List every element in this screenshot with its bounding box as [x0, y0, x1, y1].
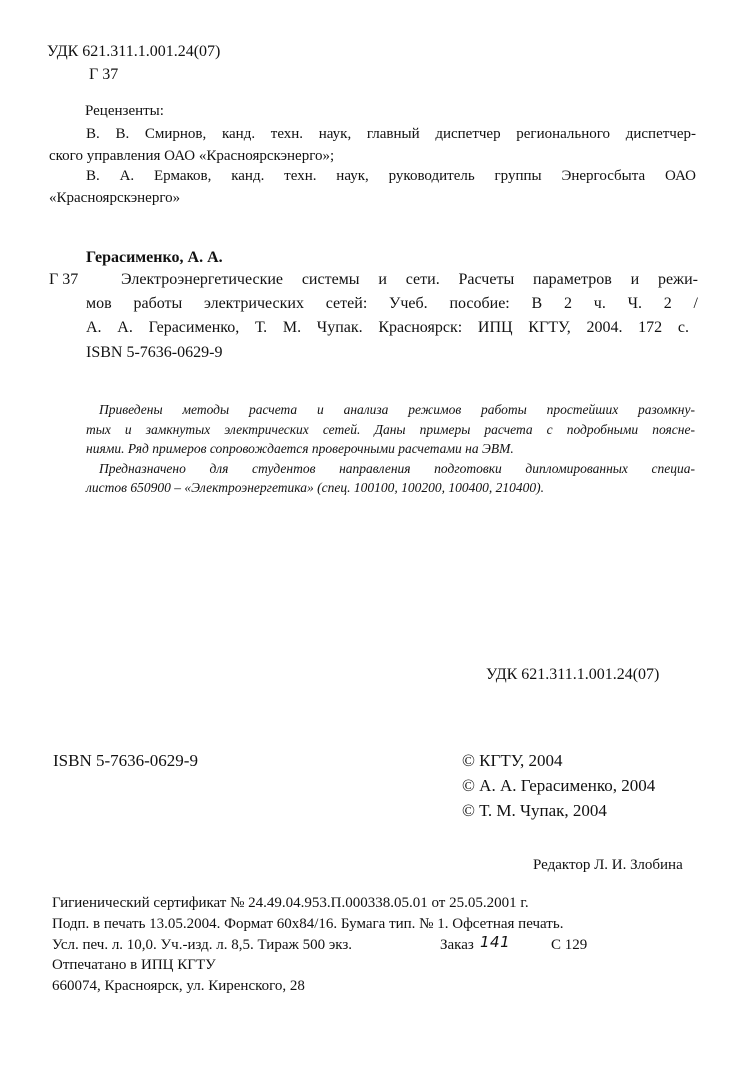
- author-mark: Г 37: [89, 66, 119, 83]
- imprint-printed-at: Отпечатано в ИПЦ КГТУ: [52, 957, 216, 973]
- imprint-volume: Усл. печ. л. 10,0. Уч.-изд. л. 8,5. Тираж 500 экз.: [52, 937, 353, 953]
- bibliography-line-3: А. А. Герасименко, Т. М. Чупак. Красноярск: ИПЦ КГТУ, 2004. 172 с.: [86, 319, 689, 336]
- editor-credit: Редактор Л. И. Злобина: [533, 857, 683, 873]
- reviewers-heading: Рецензенты:: [85, 103, 164, 119]
- bibliography-code: Г 37: [49, 271, 79, 288]
- imprint-certificate: Гигиенический сертификат № 24.49.04.953.П.000338.05.01 от 25.05.2001 г.: [52, 895, 529, 911]
- bibliography-isbn: ISBN 5-7636-0629-9: [86, 344, 223, 361]
- abstract-line-4: Предназначено для студентов направления подготовки дипломированных специа-: [99, 461, 695, 476]
- reviewer-2-line-1: В. А. Ермаков, канд. техн. наук, руководитель группы Энергосбыта ОАО: [86, 168, 696, 184]
- order-code: С 129: [551, 937, 588, 953]
- bibliography-line-2: мов работы электрических сетей: Учеб. пособие: В 2 ч. Ч. 2 /: [86, 295, 698, 312]
- abstract-line-1: Приведены методы расчета и анализа режимов работы простейших разомкну-: [99, 402, 695, 417]
- copyright-chupak: © Т. М. Чупак, 2004: [462, 801, 607, 820]
- reviewer-2-line-2: «Красноярскэнерго»: [49, 190, 181, 206]
- abstract-line-5: листов 650900 – «Электроэнергетика» (спец. 100100, 100200, 100400, 210400).: [86, 480, 544, 495]
- copyright-gerasimenko: © А. А. Герасименко, 2004: [462, 776, 656, 795]
- reviewer-1-line-1: В. В. Смирнов, канд. техн. наук, главный диспетчер регионального диспетчер-: [86, 126, 696, 142]
- isbn: ISBN 5-7636-0629-9: [53, 751, 198, 770]
- bibliography-author: Герасименко, А. А.: [86, 249, 223, 266]
- copyright-kgtu: © КГТУ, 2004: [462, 751, 563, 770]
- order-number-handwritten: 141: [480, 933, 511, 951]
- abstract-line-3: ниями. Ряд примеров сопровождается проверочными расчетами на ЭВМ.: [86, 441, 514, 456]
- udk-code-right: УДК 621.311.1.001.24(07): [486, 666, 660, 683]
- imprint-address: 660074, Красноярск, ул. Киренского, 28: [52, 978, 305, 994]
- imprint-print-details: Подп. в печать 13.05.2004. Формат 60х84/16. Бумага тип. № 1. Офсетная печать.: [52, 916, 564, 932]
- bibliography-line-1: Электроэнергетические системы и сети. Расчеты параметров и режи-: [121, 271, 698, 288]
- udk-code: УДК 621.311.1.001.24(07): [47, 43, 221, 60]
- order-label: Заказ: [440, 937, 474, 953]
- abstract-line-2: тых и замкнутых электрических сетей. Даны примеры расчета с подробными поясне-: [86, 422, 695, 437]
- reviewer-1-line-2: ского управления ОАО «Красноярскэнерго»;: [49, 148, 335, 164]
